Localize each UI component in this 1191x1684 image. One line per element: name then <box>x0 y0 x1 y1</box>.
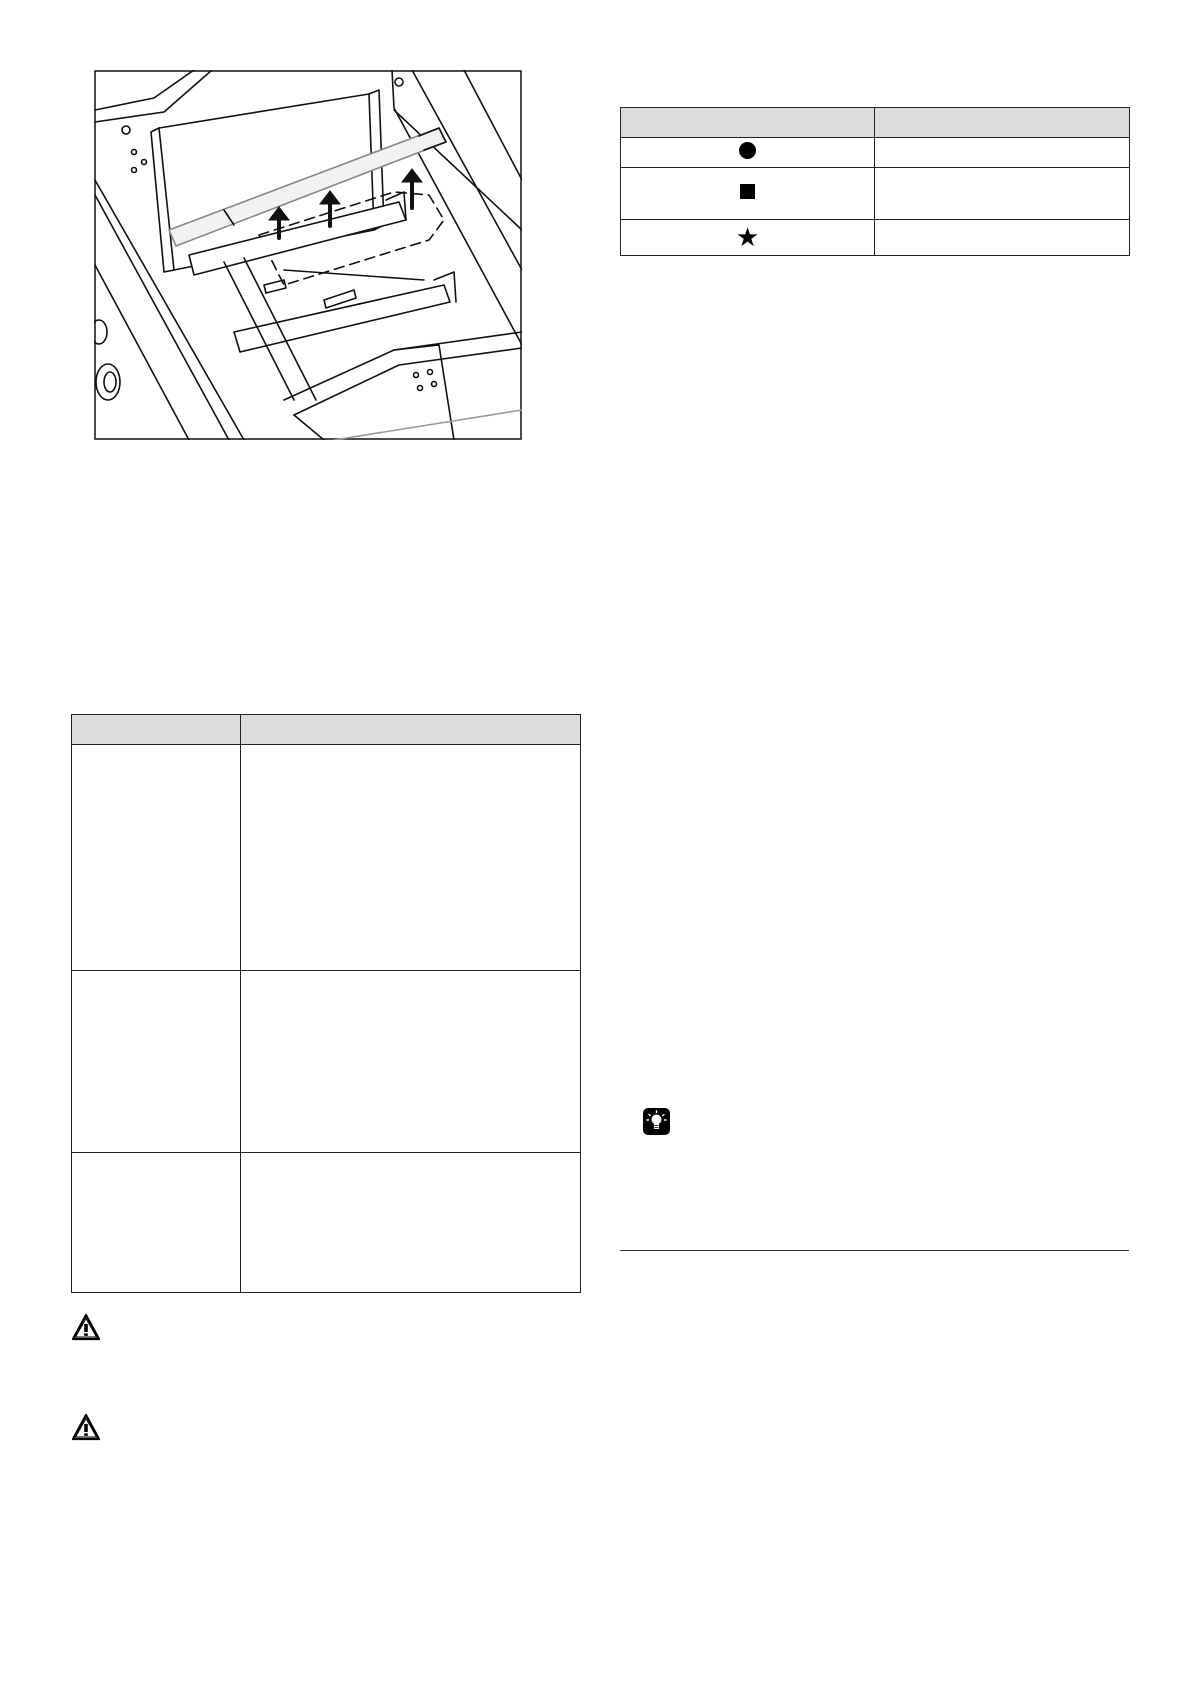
section-divider <box>620 1250 1129 1251</box>
lightbulb-tip-icon <box>643 1108 670 1135</box>
table-cell-problem <box>72 971 241 1153</box>
symbol-table <box>620 107 1130 256</box>
table-cell-solution <box>241 1153 581 1293</box>
troubleshooting-table <box>71 714 581 1293</box>
troubleshooting-header-solution <box>241 715 581 745</box>
symbol-cell <box>621 138 875 168</box>
table-cell-solution <box>241 745 581 971</box>
table-cell-problem <box>72 1153 241 1293</box>
warning-triangle-icon <box>71 1413 101 1441</box>
symbol-description <box>875 220 1130 256</box>
symbol-cell <box>621 220 875 256</box>
symbol-table-header-symbol <box>621 108 875 138</box>
symbol-description <box>875 168 1130 220</box>
filled-square-icon <box>740 184 755 199</box>
burner-assembly-illustration <box>94 70 522 440</box>
table-cell-solution <box>241 971 581 1153</box>
filled-circle-icon <box>739 142 756 159</box>
troubleshooting-header-problem <box>72 715 241 745</box>
symbol-table-header-description <box>875 108 1130 138</box>
symbol-cell <box>621 168 875 220</box>
table-cell-problem <box>72 745 241 971</box>
symbol-description <box>875 138 1130 168</box>
warning-triangle-icon <box>71 1313 101 1341</box>
star-icon: ★ <box>735 222 760 253</box>
